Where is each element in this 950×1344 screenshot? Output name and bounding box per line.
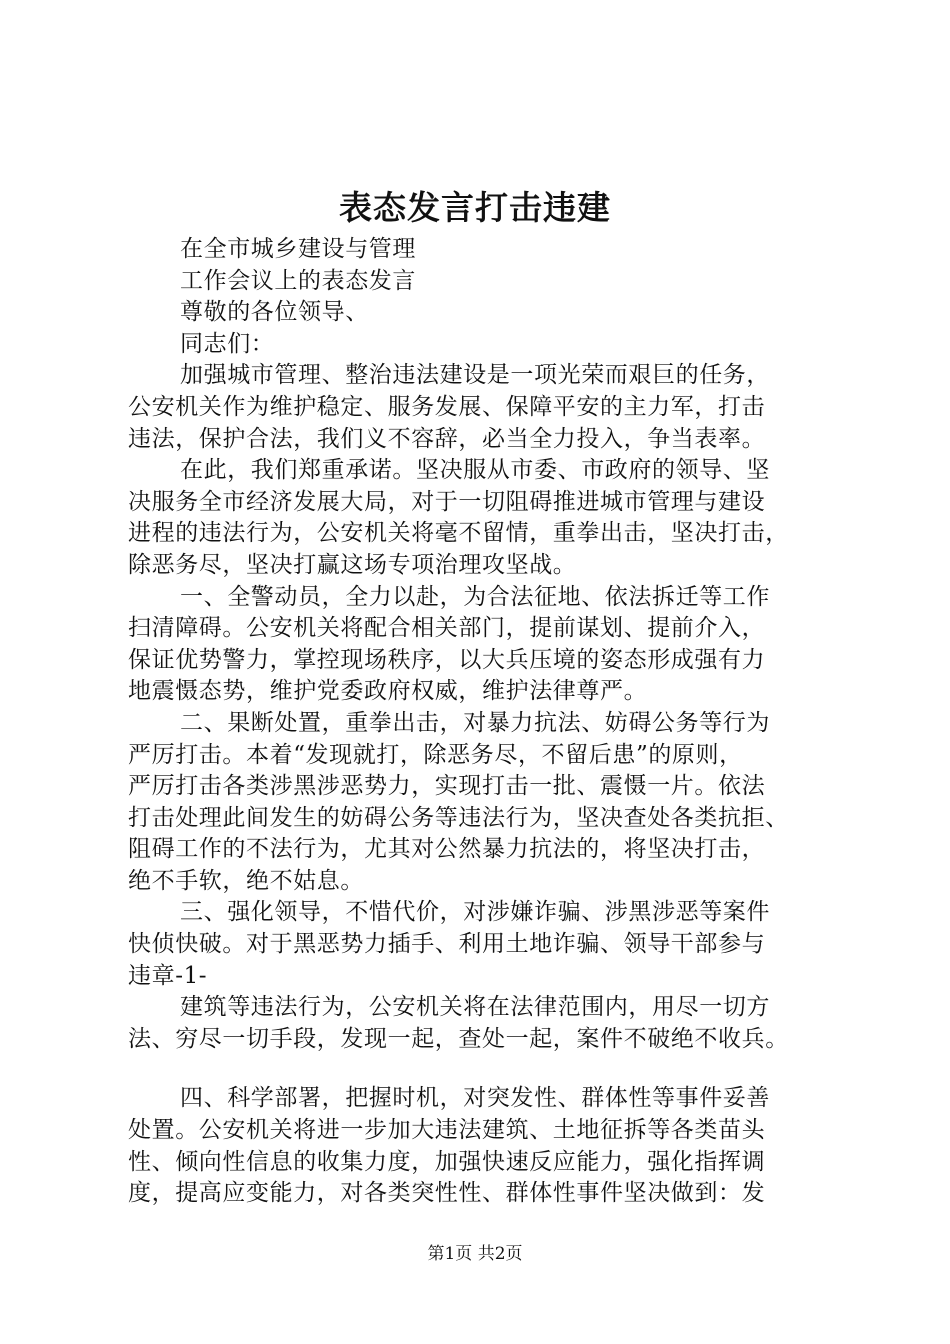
page-footer: 第1页 共2页 (427, 1244, 523, 1264)
text-line: 绝不手软，绝不姑息。 (128, 867, 364, 894)
text-line: 处置。公安机关将进一步加大违法建筑、土地征拆等各类苗头 (128, 1117, 766, 1144)
text-line: 扫清障碍。公安机关将配合相关部门，提前谋划、提前介入， (128, 615, 766, 642)
text-line: 工作会议上的表态发言 (180, 267, 416, 294)
text-line: 一、全警动员，全力以赴，为合法征地、依法拆迁等工作 (180, 583, 770, 610)
text-line: 尊敬的各位领导、 (180, 299, 369, 326)
text-line: 严厉打击各类涉黑涉恶势力，实现打击一批、震慑一片。依法 (128, 773, 766, 800)
document-body (128, 234, 830, 1210)
text-line: 度，提高应变能力，对各类突性性、群体性事件坚决做到：发 (128, 1180, 766, 1207)
document-title: 表态发言打击违建 (339, 188, 611, 227)
text-line: 建筑等违法行为，公安机关将在法律范围内，用尽一切方 (180, 994, 770, 1021)
text-line: 在全市城乡建设与管理 (180, 236, 416, 262)
text-line: 违法，保护合法，我们义不容辞，必当全力投入，争当表率。 (128, 425, 766, 452)
text-line: 在此，我们郑重承诺。坚决服从市委、市政府的领导、坚 (180, 457, 770, 484)
text-line: 快侦快破。对于黑恶势力插手、利用土地诈骗、领导干部参与 (128, 931, 766, 958)
text-line: 四、科学部署，把握时机，对突发性、群体性等事件妥善 (180, 1085, 770, 1112)
text-line: 法、穷尽一切手段，发现一起，查处一起，案件不破绝不收兵。 (128, 1025, 789, 1052)
text-line: 违章-1- (128, 962, 208, 989)
text-line: 性、倾向性信息的收集力度，加强快速反应能力，强化指挥调 (128, 1148, 766, 1175)
text-line: 加强城市管理、整治违法建设是一项光荣而艰巨的任务， (180, 362, 770, 389)
text-line: 进程的违法行为，公安机关将毫不留情，重拳出击，坚决打击， (128, 520, 789, 547)
text-line: 三、强化领导，不惜代价，对涉嫌诈骗、涉黑涉恶等案件 (180, 899, 770, 926)
text-line: 同志们： (180, 330, 275, 357)
text-line: 阻碍工作的不法行为，尤其对公然暴力抗法的，将坚决打击， (128, 836, 766, 863)
text-line: 地震慑态势，维护党委政府权威，维护法律尊严。 (128, 678, 648, 705)
paragraph-spacer (128, 1055, 830, 1083)
text-line: 二、果断处置，重拳出击，对暴力抗法、妨碍公务等行为 (180, 709, 770, 736)
text-line: 公安机关作为维护稳定、服务发展、保障平安的主力军，打击 (128, 393, 766, 420)
text-line: 打击处理此间发生的妨碍公务等违法行为，坚决查处各类抗拒、 (128, 804, 789, 831)
text-line: 保证优势警力，掌控现场秩序，以大兵压境的姿态形成强有力 (128, 646, 766, 673)
text-line: 严厉打击。本着“发现就打，除恶务尽，不留后患”的原则， (128, 741, 743, 768)
text-line: 决服务全市经济发展大局，对于一切阻碍推进城市管理与建设 (128, 488, 766, 515)
text-line: 除恶务尽，坚决打赢这场专项治理攻坚战。 (128, 551, 577, 578)
